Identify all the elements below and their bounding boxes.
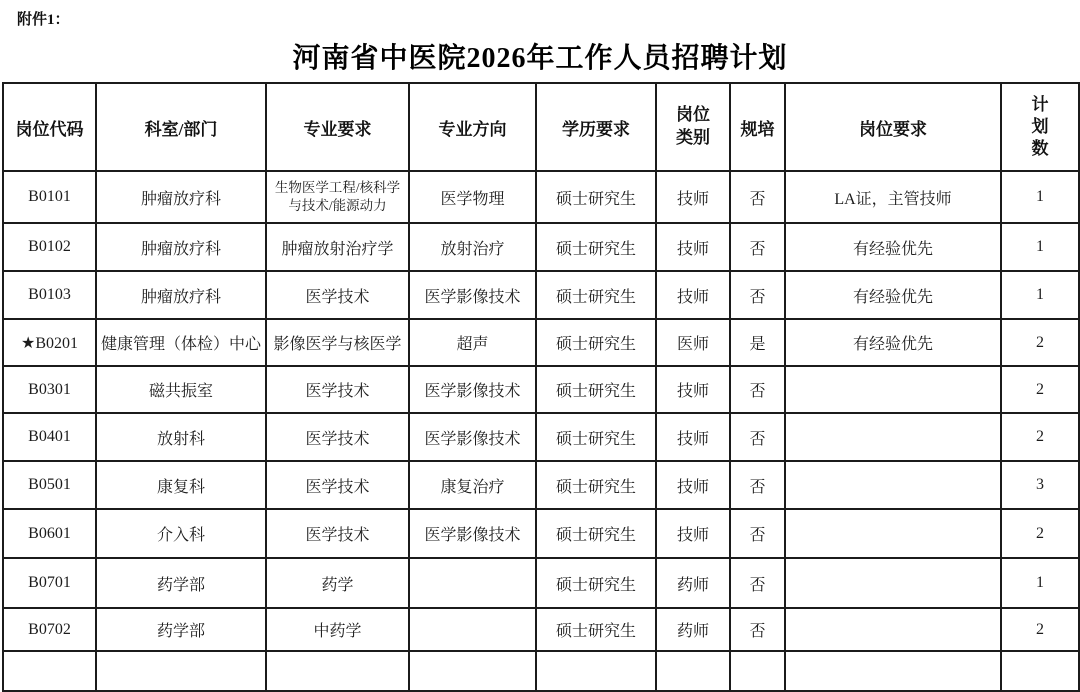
attachment-label: 附件1：: [17, 12, 70, 28]
cell-direction: [409, 608, 536, 651]
cell-category: 技师: [656, 171, 730, 223]
cell-major: 肿瘤放射治疗学: [266, 223, 409, 271]
cell-code: B0101: [3, 171, 96, 223]
header-cell-degree: 学历要求: [536, 83, 656, 171]
cell-code: B0301: [3, 366, 96, 413]
cell-count: 3: [1001, 461, 1079, 509]
recruitment-plan-table: [2, 82, 1080, 692]
cell-category: 技师: [656, 223, 730, 271]
cell-department: 健康管理（体检）中心: [96, 319, 266, 366]
cell-department: 康复科: [96, 461, 266, 509]
cell-department: 放射科: [96, 413, 266, 461]
cell-code: B0701: [3, 558, 96, 608]
table-row: [3, 608, 1079, 651]
cell-empty: [656, 651, 730, 691]
cell-department: 药学部: [96, 558, 266, 608]
cell-degree: 硕士研究生: [536, 558, 656, 608]
cell-empty: [730, 651, 785, 691]
cell-direction: 放射治疗: [409, 223, 536, 271]
table-row: [3, 366, 1079, 413]
cell-category: 技师: [656, 509, 730, 558]
cell-direction: 医学影像技术: [409, 413, 536, 461]
table-row: [3, 271, 1079, 319]
cell-department: 肿瘤放疗科: [96, 223, 266, 271]
cell-direction: 医学物理: [409, 171, 536, 223]
cell-count: 2: [1001, 319, 1079, 366]
page-title: 河南省中医院2026年工作人员招聘计划: [292, 43, 788, 74]
table-row: [3, 413, 1079, 461]
cell-empty: [785, 651, 1001, 691]
cell-degree: 硕士研究生: [536, 271, 656, 319]
header-cell-requirements: 岗位要求: [785, 83, 1001, 171]
header-cell-count-label: 计划数: [1031, 94, 1049, 159]
cell-direction: 医学影像技术: [409, 509, 536, 558]
cell-training: 否: [730, 509, 785, 558]
cell-count: 2: [1001, 509, 1079, 558]
header-cell-code: 岗位代码: [3, 83, 96, 171]
cell-major: 医学技术: [266, 509, 409, 558]
table-row: [3, 171, 1079, 223]
cell-direction: 医学影像技术: [409, 366, 536, 413]
cell-degree: 硕士研究生: [536, 366, 656, 413]
cell-degree: 硕士研究生: [536, 461, 656, 509]
cell-training: 是: [730, 319, 785, 366]
cell-direction: [409, 558, 536, 608]
cell-department: 磁共振室: [96, 366, 266, 413]
cell-count: 2: [1001, 608, 1079, 651]
cell-major: 医学技术: [266, 366, 409, 413]
cell-major: 生物医学工程/核科学与技术/能源动力: [266, 171, 409, 223]
cell-degree: 硕士研究生: [536, 171, 656, 223]
cell-empty: [3, 651, 96, 691]
cell-requirements: 有经验优先: [785, 319, 1001, 366]
cell-category: 技师: [656, 413, 730, 461]
cell-category: 药师: [656, 608, 730, 651]
cell-code: B0702: [3, 608, 96, 651]
cell-category: 技师: [656, 366, 730, 413]
cell-code: B0401: [3, 413, 96, 461]
cell-training: 否: [730, 223, 785, 271]
cell-degree: 硕士研究生: [536, 509, 656, 558]
table-row: [3, 509, 1079, 558]
cell-count: 1: [1001, 171, 1079, 223]
cell-direction: 医学影像技术: [409, 271, 536, 319]
cell-major: 影像医学与核医学: [266, 319, 409, 366]
cell-count: 2: [1001, 413, 1079, 461]
cell-count: 1: [1001, 558, 1079, 608]
cell-training: 否: [730, 413, 785, 461]
cell-direction: 康复治疗: [409, 461, 536, 509]
cell-major: 药学: [266, 558, 409, 608]
cell-training: 否: [730, 271, 785, 319]
cell-department: 介入科: [96, 509, 266, 558]
cell-empty: [266, 651, 409, 691]
cell-requirements: [785, 366, 1001, 413]
cell-requirements: [785, 608, 1001, 651]
cell-major: 医学技术: [266, 271, 409, 319]
table-row: [3, 558, 1079, 608]
cell-category: 药师: [656, 558, 730, 608]
cell-direction: 超声: [409, 319, 536, 366]
cell-count: 1: [1001, 271, 1079, 319]
cell-degree: 硕士研究生: [536, 223, 656, 271]
cell-empty: [1001, 651, 1079, 691]
cell-department: 肿瘤放疗科: [96, 171, 266, 223]
cell-code: B0103: [3, 271, 96, 319]
table-row: [3, 319, 1079, 366]
header-cell-direction: 专业方向: [409, 83, 536, 171]
cell-major: 中药学: [266, 608, 409, 651]
header-cell-major: 专业要求: [266, 83, 409, 171]
cell-count: 1: [1001, 223, 1079, 271]
cell-training: 否: [730, 558, 785, 608]
cell-requirements: [785, 461, 1001, 509]
table-header-row: [3, 83, 1079, 171]
cell-training: 否: [730, 171, 785, 223]
cell-training: 否: [730, 366, 785, 413]
cell-code: B0102: [3, 223, 96, 271]
cell-degree: 硕士研究生: [536, 413, 656, 461]
cell-degree: 硕士研究生: [536, 608, 656, 651]
cell-category: 医师: [656, 319, 730, 366]
cell-training: 否: [730, 608, 785, 651]
cell-requirements: LA证，主管技师: [785, 171, 1001, 223]
cell-empty: [536, 651, 656, 691]
cell-category: 技师: [656, 461, 730, 509]
header-cell-category: [656, 83, 730, 171]
cell-empty: [96, 651, 266, 691]
cell-count: 2: [1001, 366, 1079, 413]
table-row-partial-clipped: [3, 651, 1079, 691]
cell-empty: [409, 651, 536, 691]
cell-department: 肿瘤放疗科: [96, 271, 266, 319]
cell-major: 医学技术: [266, 413, 409, 461]
table-row: [3, 461, 1079, 509]
cell-requirements: 有经验优先: [785, 223, 1001, 271]
cell-code: B0501: [3, 461, 96, 509]
cell-requirements: [785, 509, 1001, 558]
header-cell-department: 科室/部门: [96, 83, 266, 171]
table-row: [3, 223, 1079, 271]
cell-requirements: [785, 413, 1001, 461]
cell-category: 技师: [656, 271, 730, 319]
cell-code: B0601: [3, 509, 96, 558]
cell-degree: 硕士研究生: [536, 319, 656, 366]
cell-major: 医学技术: [266, 461, 409, 509]
cell-training: 否: [730, 461, 785, 509]
header-cell-training: 规培: [730, 83, 785, 171]
cell-requirements: [785, 558, 1001, 608]
header-cell-count: [1001, 83, 1079, 171]
cell-department: 药学部: [96, 608, 266, 651]
cell-requirements: 有经验优先: [785, 271, 1001, 319]
cell-code: ★B0201: [3, 319, 96, 366]
header-cell-category-label: 岗位类别: [675, 105, 710, 147]
